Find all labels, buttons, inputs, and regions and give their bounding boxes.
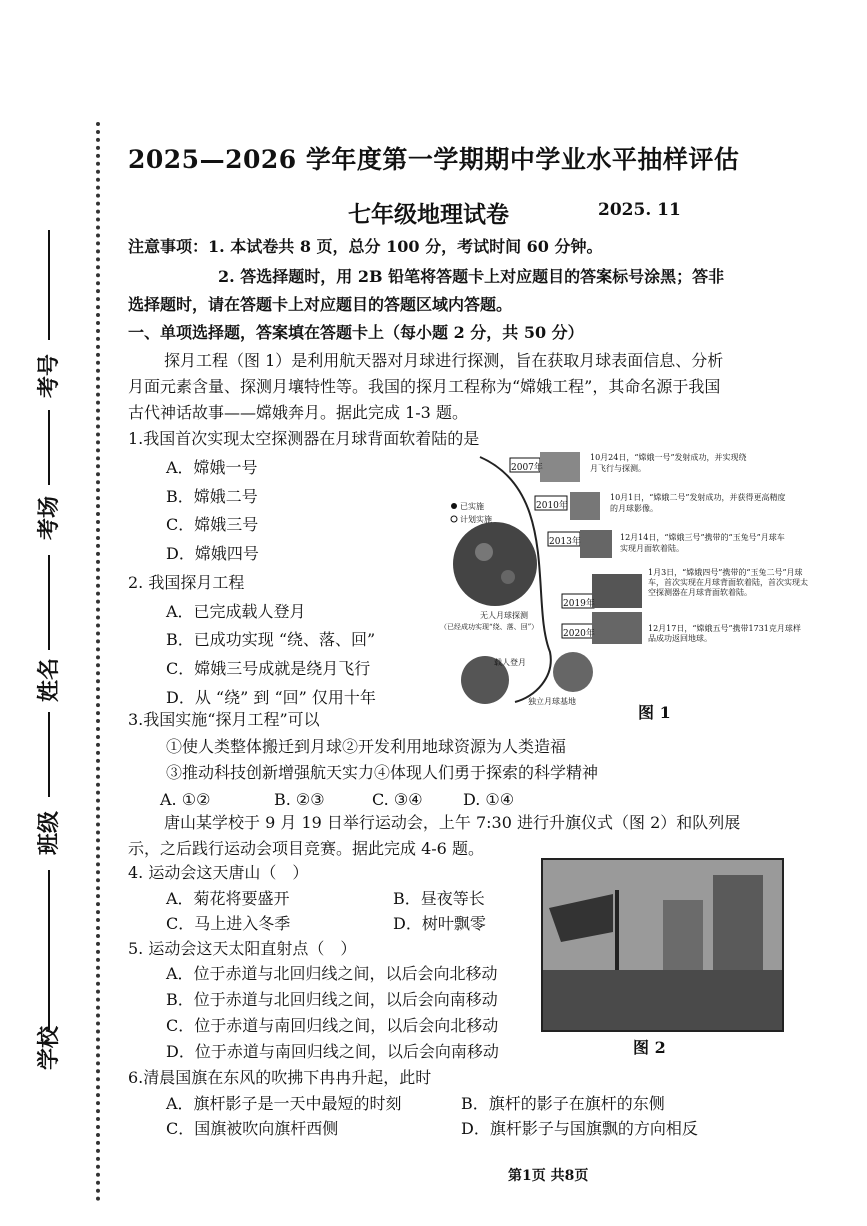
intro1-line-2: 月面元素含量、探测月壤特性等。我国的探月工程称为“嫦娥工程”，其命名源于我国 (128, 377, 721, 396)
q5-option-a: A．位于赤道与北回归线之间，以后会向北移动 (166, 964, 498, 983)
q1-option-c: C．嫦娥三号 (166, 515, 259, 534)
q4-option-d: D．树叶飘零 (393, 914, 486, 933)
q4-option-c: C．马上进入冬季 (166, 914, 291, 933)
q4-stem: 4. 运动会这天唐山（ ） (128, 863, 309, 882)
legend-done-dot (451, 503, 457, 509)
q5-option-d: D．位于赤道与南回归线之间，以后会向南移动 (166, 1042, 499, 1061)
q3-choice-b: B. ②③ (274, 790, 325, 809)
notice-line-3: 选择题时，请在答题卡上对应题目的答题区域内答题。 (128, 295, 513, 314)
base-label: 独立月球基地 (528, 697, 576, 706)
note-2010: 10月1日，“嫦娥二号”发射成功，并获得更高精度的月球影像。 (610, 493, 786, 513)
q5-option-b: B．位于赤道与北回归线之间，以后会向南移动 (166, 990, 498, 1009)
side-exam-no-label: 考号 (36, 353, 62, 398)
q5-stem: 5. 运动会这天太阳直射点（ ） (128, 939, 357, 958)
note-2019: 1月3日，“嫦娥四号”携带的“玉兔二号”月球车，首次实现在月球背面软着陆，首次实现太空探测器在月球背面软着陆。 (648, 568, 808, 597)
note-2007: 10月24日，“嫦娥一号”发射成功，并实现绕月飞行与探测。 (590, 453, 747, 473)
note-2020: 12月17日，“嫦娥五号”携带1731克月球样品成功返回地球。 (648, 624, 801, 643)
figure-2-label: 图 2 (633, 1038, 666, 1057)
crowd-trees (543, 970, 782, 1030)
q3-option-line-2: ③推动科技创新增强航天实力④体现人们勇于探索的科学精神 (166, 763, 599, 782)
unmanned-sub-label: （已经成功实现“绕、落、回”） (440, 623, 539, 631)
q3-choice-a: A. ①② (160, 790, 211, 809)
school-underline (48, 870, 50, 1030)
binding-dotted-line (96, 122, 100, 1202)
exam-no-underline (48, 230, 50, 340)
building (713, 875, 763, 985)
manned-label: 载人登月 (494, 658, 526, 667)
q1-option-a: A．嫦娥一号 (166, 458, 258, 477)
section-1-heading: 一、单项选择题，答案填在答题卡上（每小题 2 分，共 50 分） (128, 323, 584, 342)
chang-e-3-photo (580, 530, 612, 558)
legend-plan-dot (451, 516, 457, 522)
year-2010: 2010年 (536, 501, 568, 511)
q6-stem: 6.清晨国旗在东风的吹拂下冉冉升起，此时 (128, 1068, 432, 1087)
figure-2-flag-ceremony-photo (541, 858, 784, 1032)
chang-e-2-photo (570, 492, 600, 520)
exam-subtitle: 七年级地理试卷 (348, 201, 509, 228)
figure-1-label: 图 1 (638, 703, 671, 722)
moon-image (453, 522, 537, 606)
exam-title: 2025—2026 学年度第一学期期中学业水平抽样评估 (128, 145, 740, 174)
legend-plan-label: 计划实施 (460, 515, 492, 524)
intro2-line-1: 唐山某学校于 9 月 19 日举行运动会，上午 7:30 进行升旗仪式（图 2）和队列展 (164, 813, 741, 832)
q4-option-b: B．昼夜等长 (393, 889, 485, 908)
chang-e-1-photo (540, 452, 580, 482)
q6-option-c: C．国旗被吹向旗杆西侧 (166, 1119, 339, 1138)
class-underline (48, 712, 50, 797)
q3-stem: 3.我国实施“探月工程”可以 (128, 710, 320, 729)
year-2007: 2007年 (511, 463, 543, 473)
notice-line-2: 2. 答选择题时，用 2B 铅笔将答题卡上对应题目的答案标号涂黑；答非 (218, 267, 725, 286)
q6-option-a: A．旗杆影子是一天中最短的时刻 (166, 1094, 402, 1113)
q6-option-d: D．旗杆影子与国旗飘的方向相反 (461, 1119, 698, 1138)
intro1-line-3: 古代神话故事——嫦娥奔月。据此完成 1-3 题。 (128, 403, 468, 422)
q2-option-d: D．从 “绕” 到 “回” 仅用十年 (166, 688, 376, 707)
side-exam-room-label: 考场 (36, 495, 62, 540)
year-2019: 2019年 (563, 599, 595, 609)
q2-option-a: A．已完成载人登月 (166, 602, 306, 621)
q1-stem: 1.我国首次实现太空探测器在月球背面软着陆的是 (128, 429, 480, 448)
q3-choice-d: D. ①④ (463, 790, 515, 809)
notice-line-1: 注意事项：1. 本试卷共 8 页，总分 100 分，考试时间 60 分钟。 (128, 237, 603, 256)
page-footer: 第1页 共8页 (508, 1168, 589, 1184)
q1-option-d: D．嫦娥四号 (166, 544, 259, 563)
year-2013: 2013年 (549, 537, 581, 547)
moon-small-image (553, 652, 593, 692)
exam-date: 2025. 11 (598, 200, 681, 220)
side-name-label: 姓名 (36, 657, 62, 702)
q2-option-c: C．嫦娥三号成就是绕月飞行 (166, 659, 371, 678)
note-2013: 12月14日，“嫦娥三号”携带的“玉兔号”月球车实现月面软着陆。 (620, 533, 785, 553)
q4-option-a: A．菊花将要盛开 (166, 889, 290, 908)
q3-option-line-1: ①使人类整体搬迁到月球②开发利用地球资源为人类造福 (166, 737, 567, 756)
q2-stem: 2. 我国探月工程 (128, 573, 245, 592)
year-2020: 2020年 (563, 629, 595, 639)
flag-photo-svg (543, 860, 782, 1030)
side-school-label: 学校 (36, 1025, 62, 1070)
q1-option-b: B．嫦娥二号 (166, 487, 258, 506)
chang-e-4-photo (592, 574, 642, 608)
name-underline (48, 555, 50, 650)
q6-option-b: B．旗杆的影子在旗杆的东侧 (461, 1094, 665, 1113)
intro2-line-2: 示，之后践行运动会项目竞赛。据此完成 4-6 题。 (128, 839, 484, 858)
q2-option-b: B．已成功实现 “绕、落、回” (166, 630, 376, 649)
q3-choice-c: C. ③④ (372, 790, 423, 809)
moon-crater (501, 570, 515, 584)
chang-e-5-photo (592, 612, 642, 644)
legend-done-label: 已实施 (460, 502, 484, 511)
exam-room-underline (48, 410, 50, 485)
intro1-line-1: 探月工程（图 1）是利用航天器对月球进行探测，旨在获取月球表面信息、分析 (164, 351, 724, 370)
side-class-label: 班级 (36, 810, 62, 855)
unmanned-label: 无人月球探测 (480, 611, 528, 620)
q5-option-c: C．位于赤道与南回归线之间，以后会向北移动 (166, 1016, 499, 1035)
moon-crater (475, 543, 493, 561)
figure-1-lunar-timeline (440, 452, 840, 714)
